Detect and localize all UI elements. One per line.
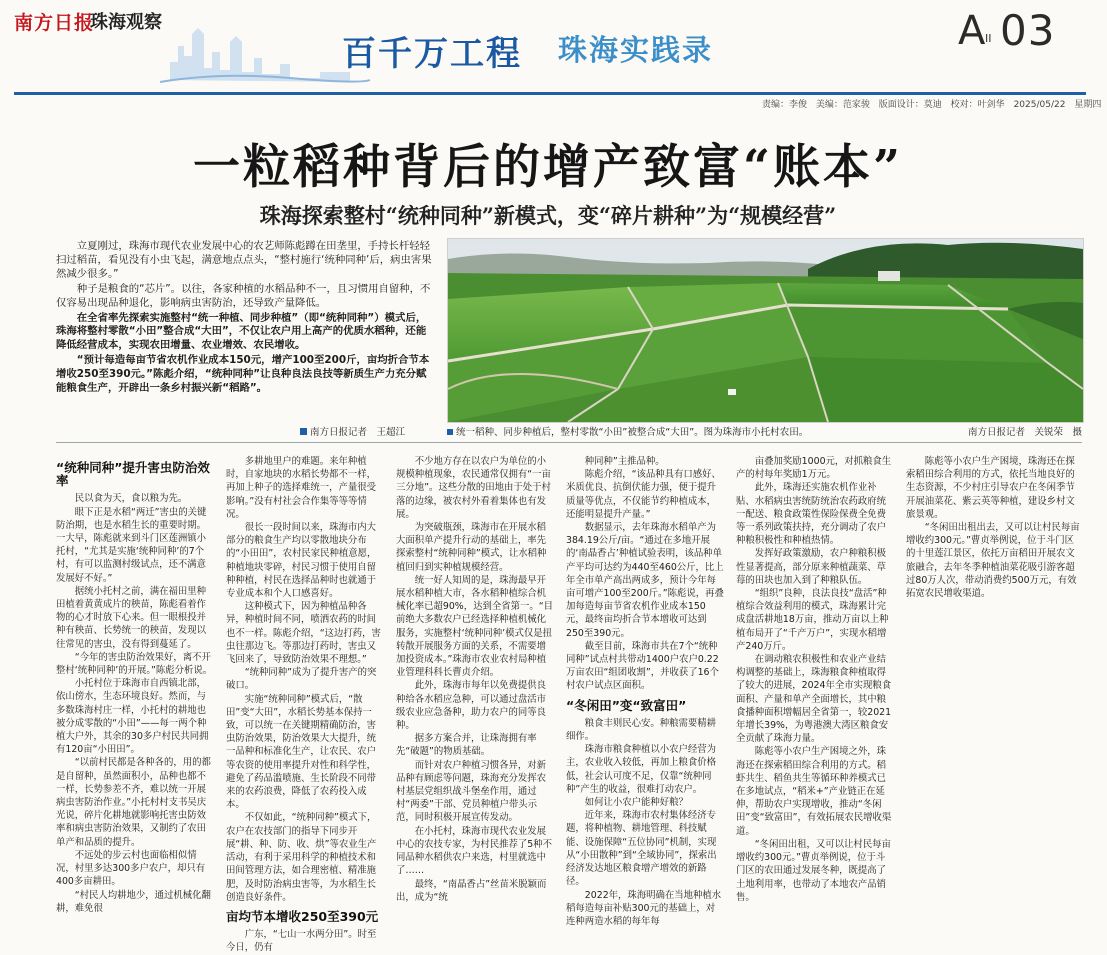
lead-paragraph: “预计每造每亩节省农机作业成本150元，增产100至200斤，亩均折合节本增收250至390元。”陈彪介绍，“统种同种”让良种良法良技等新质生产力充分赋能粮食生产，开辟出一条乡村振兴新“稻路”。 [56,354,430,395]
lead-paragraph: 在全省率先探索实施整村“统一种植、同步种植”（即“统种同种”）模式后，珠海将整村零散“小田”整合成“大田”，不仅让农户用上高产的优质水稻种，还能降低经营成本，实现农田增量、农业增效、农民增收。 [56,311,427,352]
body-paragraph: “村民人均耕地少，通过机械化翻耕，难免很 [56,889,211,914]
body-paragraph: 广东，“七山一水两分田”。时至今日，仍有 [226,929,377,954]
body-paragraph: 珠海市粮食种植以小农户经营为主，农业收入较低，再加上粮食价格低，社会认可度不足，仅靠“统种同种”产生的收益，很难打动农户。 [566,744,717,795]
banner-subtitle: 珠海实践录 [558,33,714,67]
body-paragraph: 最终，“南晶香占”丝苗米脱颖而出，成为“统 [396,878,547,903]
body-paragraph: 陈彪等小农户生产困境，珠海还在探索稻田综合利用的方式，依托当地良好的生态资源，不少村庄引导农户在冬闲季节开展油菜花、紫云英等种植，建设乡村文旅景观。 [906,456,1075,520]
body-paragraph: 近年来，珠海市农村集体经济专题，将种植物、耕地管理、科技赋能、设施保障“五位协同”机制，实现从“小田散种”到“全域协同”，探索出经济发达地区粮食增产增效的新路径。 [566,810,717,888]
credit-proof: 校对：叶剑华 [950,100,1005,110]
masthead [0,0,1096,92]
issue-date: 2025/05/22 [1013,100,1066,110]
body-paragraph: 截至目前，珠海市共在7个“统种同种”试点村共带动1400户农户0.22万亩农田“组团收割”，并收获了16个村农户试点区面积。 [566,640,719,692]
lead-byline [300,424,405,438]
banner-title: 百千万工程 [342,34,522,74]
body-paragraph: 为突破瓶颈，珠海市在开展水稻大面积单产提升行动的基础上，率先探索整村“统种同种”模式，让水稻种植回归到实种植规模经营。 [396,522,547,573]
farmland-photo [447,238,1084,423]
section-subheading: 亩均节本增收250至390元 [226,908,379,924]
body-paragraph: “以前村民都是各种各的，用的都是自留种，虽然面积小，品种也都不一样，长势参差不齐，难以统一开展病虫害防治作业。”小托村村支书吴庆光说，碎片化耕地就影响托害虫防效率和病虫害防治效果，又制约了农田单产和品质的提升。 [56,757,211,848]
body-paragraph: 据多方案合并，让珠海拥有率先“破题”的物质基础。 [396,733,537,758]
body-paragraph: 种同种”主推品种。 [584,456,665,467]
section-divider [56,442,1082,443]
body-paragraph: 据统小托村之前，满在福田里种田植着黄黄成片的秧苗，陈彪看着作物的心才时放下心来。但一眼根投并种有秧苗、长势统一的秧苗，发现以往常见的害虫，没有得到蔓延了。 [56,585,207,650]
body-paragraph: 实施“统种同种”模式后，“散田”变“大田”，水稻长势基本保持一致，可以统一在关键期精确防治，害虫防治效果，防治效果大大提升，统一品种和标准化生产，让农民、农户等农资的使用率提升对性和科学性，避免了药品滥喷施、生长阶段不同带来的农药浪费，降低了农药投入成本。 [226,693,377,811]
article-column-3 [396,455,554,903]
body-paragraph: 陈彪等小农户生产困境之外，珠海还在探索稻田综合利用的方式。稻虾共生、稻鱼共生等循环种养模式已在多地试点，“稻米+”产业链正在延伸，帮助农户实现增收，推动“冬闲田”变“致富田”，有效拓展农民增收渠道。 [736,746,892,837]
article-column-4 [566,455,724,927]
body-paragraph: 民以食为天，食以粮为先。 [74,493,188,505]
editor-credits [762,97,1107,110]
headline: 一粒稻种背后的增产致富“账本” [192,140,904,195]
body-paragraph: 不远处的步云村也面临相似情况，村里多达300多户农户，却只有400多亩耕田。 [56,849,206,888]
issue-weekday: 星期四 [1074,100,1102,110]
header-rule [14,92,1086,95]
body-paragraph: 多耕地里户的难题。来年种植时，自家地块的水稻长势都不一样，再加上种子的选择难统一，产量很受影响。”没有村社会合作集等等等情况。 [226,456,377,520]
body-paragraph: “今年的害虫防治效果好，离不开整村‘统种同种’的开展。”陈彪分析说。 [56,651,213,677]
photo-credit: 南方日报记者 关锐荣 摄 [967,427,1082,438]
body-paragraph: “冬闲田出租，又可以让村民每亩增收约300元。”曹贞举例说，位于斗门区的农田通过发展冬种，既提高了土地利用率，也带动了本地农产品销售。 [736,838,891,903]
paper-logo: 南方日报 [14,12,95,34]
photo-caption-text: 统一稻种、同步种植后，整村零散“小田”被整合成“大田”。图为珠海市小托村农田。 [456,427,809,438]
page-edition: II [985,32,992,45]
body-paragraph: 此外，珠海还实施农机作业补贴、水稻病虫害统防统治农药政府统一配送、粮食政策性保险保费全免费等一系列政策扶持，充分调动了农户种粮积极性和种植热情。 [736,482,887,547]
body-paragraph: 小托村位于珠海市自西镇北部，依山傍水，生态环境良好。然而，与多数珠海村庄一样，小托村的耕地也被分成零散的“小田”——每一两个种植大户外，其余的30多户村民共同拥有120亩“小田田”。 [56,678,209,756]
lead-article [56,240,436,397]
lead-paragraph: 立夏刚过，珠海市现代农业发展中心的农艺师陈彪蹲在田垄里，手持长杆轻轻扫过稻苗，看见没有小虫飞起，满意地点点头，“整村施行‘统种同种’后，病虫害果然减少很多。” [56,240,432,280]
body-paragraph: 陈彪介绍，“该品种具有口感好、米质优良、抗倒伏能力强，便于提升质量等优点，不仅能节约种植成本，还能明显提升产量。” [566,469,721,520]
body-paragraph: 在小托村，珠海市现代农业发展中心的农技专家，为村民推荐了5种不同品种水稻供农户来选，村里就选中了…… [396,825,552,877]
body-paragraph: “统种同种”成为了提升害产的突破口。 [226,667,377,692]
byline-text: 南方日报记者 王超江 [310,427,406,438]
body-paragraph: 如何让小农户能种好粮？ [584,797,688,809]
lead-paragraph: 种子是粮食的“芯片”。以往，各家种植的水稻品种不一，且习惯用自留种，不仅容易出现品种退化，影响病虫害防治，还导致产量降低。 [56,282,431,309]
body-paragraph: 不仅如此，“统种同种”模式下，农户在农技部门的指导下同步开展“耕、种、防、收、烘”等农业生产活动，有利于采用科学的种植技术和田间管理方法，如合理密植、精准施肥，及时防治病虫害等，为水稻生长创造良好条件。 [226,812,377,903]
body-paragraph: 此外，珠海市每年以免费提供良种给各水稻应急种，可以通过盘活市级农业应急备种，助力农户的同等良种。 [396,680,547,732]
credit-editor: 责编：李俊 [762,100,808,110]
body-paragraph: 不少地方存在以农户为单位的小规模种植现象，农民通常仅拥有“一亩三分地”。这些分散的田地由于处于村落的边缘，被农村外看着集体也有发展。 [396,456,551,520]
page-number: 03 [1000,6,1056,55]
square-bullet-icon [300,428,307,435]
body-paragraph: 亩叠加奖励1000元，对抓粮食生产的村每年奖励1万元。 [736,456,892,481]
body-paragraph: 在调动粮农积极性和农业产业结构调整的基础上，珠海粮食种植取得了较大的进展，2024年全市实现粮食面积、产量和单产全面增长，其中粮食播种面积增幅居全省第一，较2021年增长39%，为粤港澳大湾区粮食安全贡献了珠海力量。 [736,654,892,745]
body-paragraph: 粮食丰则民心安。种粮需要精耕细作。 [566,717,717,743]
article-column-2 [226,455,384,954]
article-column-1 [56,455,214,914]
body-paragraph: “冬闲田出租出去，又可以让村民每亩增收约300元。”曹贞举例说，位于斗门区的十里莲江景区，依托万亩稻田开展农文旅融合，去年冬季种植油菜花吸引游客超过80万人次，带动消费约500万元，有效拓宽农民增收渠道。 [906,522,1080,600]
credit-layout: 版面设计：莫迪 [878,100,942,110]
body-paragraph: 数据显示，去年珠海水稻单产为384.19公斤/亩。“通过在多地开展的‘南晶香占’种植试验表明，该品种单产平均可达约为440至460公斤，比上年全市单产高出两成多，预计今年每亩可增产100至200斤。”陈彪说，再叠加每造每亩节省农机作业成本150元，最终亩均折合节本增收可达到250至390元。 [566,522,724,639]
body-paragraph: 发挥好政策激励，农户种粮积极性显著提高，部分原来种植蔬菜、草莓的田块也加入到了种粮队伍。 [736,548,887,586]
article-column-6 [906,455,1082,800]
body-paragraph: 而针对农户种植习惯各异，对新品种有顾虑等问题，珠海充分发挥农村基层党组织战斗堡垒作用，通过村“两委”干部、党员种植户带头示范，同时积极开展宣传发动。 [396,759,547,824]
body-paragraph: 眼下正是水稻“两迁”害虫的关键防治期，也是水稻生长的重要时期。一大早，陈彪就来到斗门区莲洲镇小托村，“尤其是实施‘统种同种’的7个村，有可以监测村级试点，还不满意发展好不好。” [56,506,207,584]
section-subheading: “冬闲田”变“致富田” [566,697,687,713]
body-paragraph: 统一好人知周的是，珠海最早开展水稻种植大市，各水稻种植综合机械化率已超90%，达到全省第一。“目前绝大多数农户已经选择种植机械化服务，实施整村‘统种同种’模式仅是扭转散开展服务方面的关系，不需要增加投资成本。”珠海市农业农村局种植业管理科科长曹贞介绍。 [396,574,553,679]
body-paragraph: “组织”良种，良法良技“盘活”种植综合效益利用的模式，珠海累计完成盘活耕地18万亩，推动万亩以上种植布局开了“千产万户”，实现水稻增产240万斤。 [736,588,889,652]
section-name: 珠海观察 [90,12,162,33]
body-paragraph: 这种模式下，因为种植品种各异，种植时间不同，喷洒农药的时间也不一样。陈彪介绍，“这边打药，害虫往那边飞。等那边打药时，害虫又飞回来了，导致防治效果不理想。” [226,601,381,666]
body-paragraph: 2022年，珠海明确在当地种植水稻每造每亩补贴300元的基础上，对连种两造水稻的每年每 [566,889,722,927]
page-letter: A [958,8,986,54]
credit-art: 美编：范家骏 [815,100,870,110]
section-subheading: “统种同种”提升害虫防治效率 [56,460,210,489]
square-bullet-icon [447,429,453,435]
article-column-5 [736,455,894,903]
subheadline: 珠海探索整村“统种同种”新模式，变“碎片耕种”为“规模经营” [259,203,837,228]
body-paragraph: 很长一段时间以来，珠海市内大部分的粮食生产均以零散地块分布的“小田田”，农村民家民种植意愿，种植地块零碎，村民习惯于使用自留种种植，村民在选择品种时也就通于专业成本和个人口感喜好。 [226,522,377,600]
